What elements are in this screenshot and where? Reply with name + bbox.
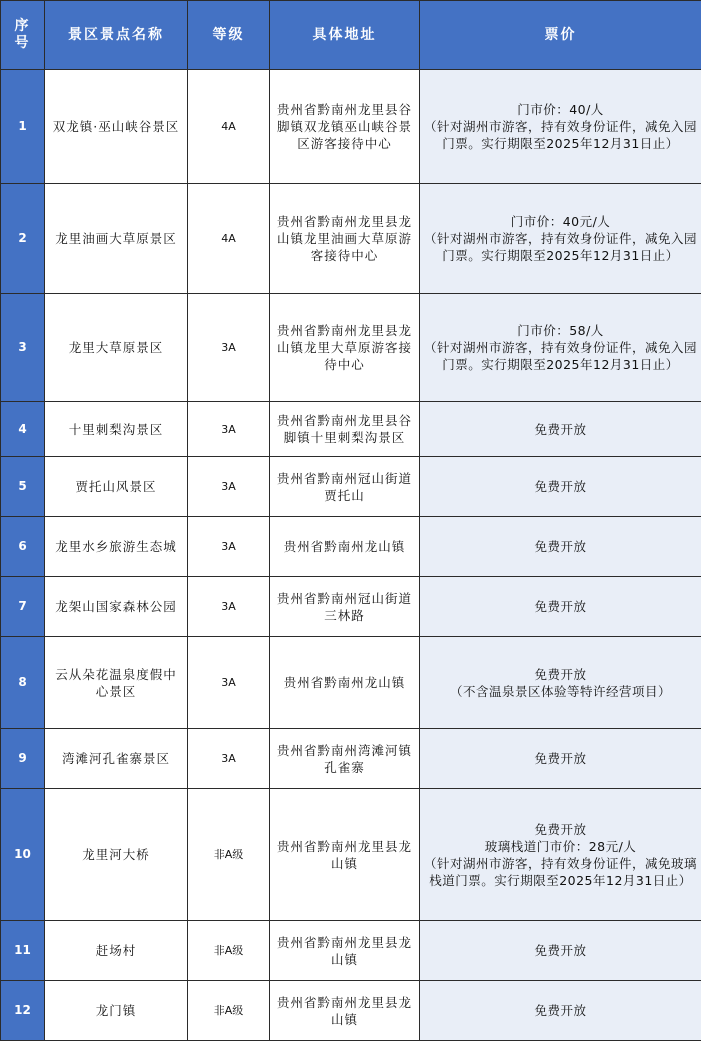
row-number: 2	[1, 184, 45, 294]
row-number: 10	[1, 789, 45, 921]
price-line: 门市价：40元/人	[424, 213, 697, 230]
header-name: 景区景点名称	[45, 1, 188, 70]
row-number: 4	[1, 402, 45, 457]
price-line: 门市价：58/人	[424, 322, 697, 339]
price-line: 免费开放	[424, 478, 697, 495]
spot-address: 贵州省黔南州龙里县谷脚镇十里刺梨沟景区	[270, 402, 420, 457]
spot-price	[420, 921, 701, 981]
row-number: 3	[1, 294, 45, 402]
table-row	[1, 921, 701, 981]
spot-level: 4A	[188, 184, 270, 294]
spot-level: 3A	[188, 294, 270, 402]
spot-level: 3A	[188, 637, 270, 729]
table-row	[1, 70, 701, 184]
price-line: 免费开放	[424, 421, 697, 438]
table-header-row	[1, 1, 701, 70]
spot-name: 龙里油画大草原景区	[45, 184, 188, 294]
table-row	[1, 577, 701, 637]
row-number: 1	[1, 70, 45, 184]
price-line: （针对湖州市游客，持有效身份证件，减免入园门票。实行期限至2025年12月31日止）	[424, 230, 697, 264]
spot-address: 贵州省黔南州龙山镇	[270, 637, 420, 729]
spot-level: 3A	[188, 402, 270, 457]
spot-price	[420, 577, 701, 637]
header-price: 票价	[420, 1, 701, 70]
header-level: 等级	[188, 1, 270, 70]
table-row	[1, 517, 701, 577]
spot-name: 龙里大草原景区	[45, 294, 188, 402]
spot-price	[420, 517, 701, 577]
spot-name: 龙里水乡旅游生态城	[45, 517, 188, 577]
spot-address: 贵州省黔南州冠山街道贾托山	[270, 457, 420, 517]
spot-address: 贵州省黔南州龙里县龙山镇龙里油画大草原游客接待中心	[270, 184, 420, 294]
spot-address: 贵州省黔南州龙里县谷脚镇双龙镇巫山峡谷景区游客接待中心	[270, 70, 420, 184]
price-line: 免费开放	[424, 538, 697, 555]
spot-level: 3A	[188, 577, 270, 637]
spot-name: 贾托山风景区	[45, 457, 188, 517]
spot-address: 贵州省黔南州龙山镇	[270, 517, 420, 577]
row-number: 7	[1, 577, 45, 637]
spot-price	[420, 637, 701, 729]
table-row	[1, 729, 701, 789]
price-line: （针对湖州市游客，持有效身份证件，减免入园门票。实行期限至2025年12月31日止）	[424, 339, 697, 373]
spot-price	[420, 70, 701, 184]
table-row	[1, 457, 701, 517]
spot-address: 贵州省黔南州龙里县龙山镇	[270, 789, 420, 921]
price-line: 玻璃栈道门市价：28元/人	[424, 838, 697, 855]
price-line: 免费开放	[424, 821, 697, 838]
spot-level: 3A	[188, 457, 270, 517]
table-row	[1, 184, 701, 294]
price-line: 免费开放	[424, 942, 697, 959]
row-number: 5	[1, 457, 45, 517]
spot-address: 贵州省黔南州冠山街道三林路	[270, 577, 420, 637]
spot-name: 龙门镇	[45, 981, 188, 1041]
spot-name: 双龙镇·巫山峡谷景区	[45, 70, 188, 184]
spot-level: 非A级	[188, 981, 270, 1041]
row-number: 11	[1, 921, 45, 981]
spot-address: 贵州省黔南州龙里县龙山镇	[270, 921, 420, 981]
table-body	[1, 70, 701, 1041]
spot-address: 贵州省黔南州龙里县龙山镇龙里大草原游客接待中心	[270, 294, 420, 402]
spot-name: 赶场村	[45, 921, 188, 981]
spot-price	[420, 294, 701, 402]
price-line: 免费开放	[424, 598, 697, 615]
price-line: （针对湖州市游客，持有效身份证件，减免入园门票。实行期限至2025年12月31日止）	[424, 118, 697, 152]
table-row	[1, 981, 701, 1041]
spot-level: 3A	[188, 729, 270, 789]
price-line: 免费开放	[424, 1002, 697, 1019]
spot-name: 十里刺梨沟景区	[45, 402, 188, 457]
spot-name: 龙里河大桥	[45, 789, 188, 921]
price-line: 免费开放	[424, 750, 697, 767]
header-no: 序号	[1, 1, 45, 70]
spot-level: 非A级	[188, 921, 270, 981]
spot-price	[420, 402, 701, 457]
row-number: 9	[1, 729, 45, 789]
table-row	[1, 402, 701, 457]
spot-level: 3A	[188, 517, 270, 577]
row-number: 8	[1, 637, 45, 729]
spot-price	[420, 981, 701, 1041]
price-line: 门市价：40/人	[424, 101, 697, 118]
spot-price	[420, 457, 701, 517]
spot-name: 云从朵花温泉度假中心景区	[45, 637, 188, 729]
row-number: 6	[1, 517, 45, 577]
spot-level: 非A级	[188, 789, 270, 921]
spot-price	[420, 789, 701, 921]
price-line: （针对湖州市游客，持有效身份证件，减免玻璃栈道门票。实行期限至2025年12月31日止）	[424, 855, 697, 889]
table-row	[1, 789, 701, 921]
table-row	[1, 294, 701, 402]
table-row	[1, 637, 701, 729]
spot-name: 湾滩河孔雀寨景区	[45, 729, 188, 789]
spot-address: 贵州省黔南州龙里县龙山镇	[270, 981, 420, 1041]
price-line: 免费开放	[424, 666, 697, 683]
price-line: （不含温泉景区体验等特许经营项目）	[424, 683, 697, 700]
spot-price	[420, 729, 701, 789]
spot-price	[420, 184, 701, 294]
spot-name: 龙架山国家森林公园	[45, 577, 188, 637]
header-address: 具体地址	[270, 1, 420, 70]
spot-level: 4A	[188, 70, 270, 184]
spot-address: 贵州省黔南州湾滩河镇孔雀寨	[270, 729, 420, 789]
row-number: 12	[1, 981, 45, 1041]
